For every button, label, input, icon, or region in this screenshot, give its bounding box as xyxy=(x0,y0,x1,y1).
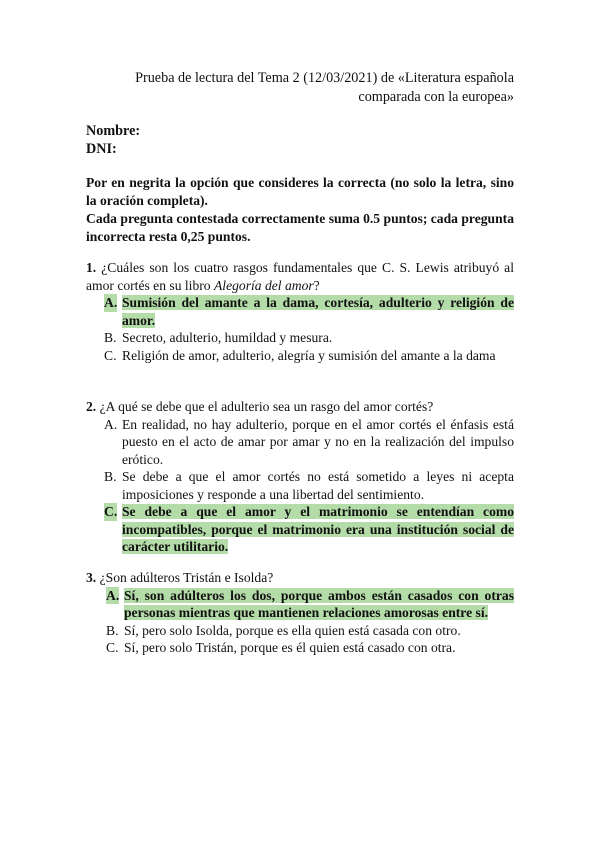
question-1-option-b[interactable] xyxy=(86,329,514,347)
question-number: 1. xyxy=(86,260,97,275)
question-3-options xyxy=(86,587,514,657)
option-letter: B. xyxy=(104,330,117,345)
option-text: En realidad, no hay adulterio, porque en el amor cortés el énfasis está puesto en el acto de amar por amar y no en la realización del impulso erótico. xyxy=(122,416,514,467)
option-letter: A. xyxy=(104,416,118,432)
option-letter: C. xyxy=(104,504,118,519)
option-text: Sí, son adúlteros los dos, porque ambos están casados con otras personas mientras que mantienen relaciones amorosas entre sí. xyxy=(124,587,514,620)
document-header xyxy=(74,69,514,107)
question-2 xyxy=(86,398,514,556)
option-letter: B. xyxy=(104,469,117,484)
option-letter: A. xyxy=(106,587,120,603)
dni-label: DNI: xyxy=(86,141,117,157)
question-number: 3. xyxy=(86,570,97,585)
option-text: Sumisión del amante a la dama, cortesía, adulterio y religión de amor. xyxy=(122,295,514,328)
option-text: Sí, pero solo Tristán, porque es él quien está casado con otra. xyxy=(124,640,456,655)
question-2-body: ¿A qué se debe que el adulterio sea un rasgo del amor cortés? xyxy=(99,399,434,414)
question-2-option-a[interactable] xyxy=(86,416,514,469)
option-text: Secreto, adulterio, humildad y mesura. xyxy=(122,330,333,345)
option-text: Se debe a que el amor cortés no está sometido a leyes ni acepta imposiciones y responde a una libertad del sentimiento. xyxy=(122,469,514,502)
option-letter: C. xyxy=(104,347,117,363)
question-1 xyxy=(86,259,514,364)
question-1-option-a[interactable] xyxy=(86,294,514,329)
question-number: 2. xyxy=(86,399,97,414)
name-label: Nombre: xyxy=(86,123,141,139)
question-1-text-before: ¿Cuáles son los cuatro rasgos fundamentales que C. S. Lewis atribuyó al amor cortés en su libro xyxy=(86,260,514,293)
question-3-text xyxy=(86,569,514,587)
instructions xyxy=(86,174,514,246)
header-title-line1: Prueba de lectura del Tema 2 (12/03/2021) de «Literatura española xyxy=(135,70,514,86)
question-1-text xyxy=(86,259,514,294)
student-fields xyxy=(86,122,140,158)
question-2-text xyxy=(86,398,514,416)
question-3-option-a[interactable] xyxy=(86,587,514,622)
question-2-options xyxy=(86,416,514,556)
question-3-option-c[interactable] xyxy=(86,639,514,657)
question-1-options xyxy=(86,294,514,364)
instruction-line-2: Cada pregunta contestada correctamente suma 0.5 puntos; cada pregunta incorrecta resta 0,25 puntos. xyxy=(86,211,514,244)
question-1-text-after: ? xyxy=(313,277,320,293)
option-text: Sí, pero solo Isolda, porque es ella quien está casada con otro. xyxy=(124,622,461,638)
book-title: Alegoría del amor xyxy=(213,277,314,293)
question-3 xyxy=(86,569,514,657)
question-2-option-c[interactable] xyxy=(86,503,514,556)
instruction-line-1: Por en negrita la opción que consideres la correcta (no solo la letra, sino la oración completa). xyxy=(86,175,514,208)
option-text: Religión de amor, adulterio, alegría y sumisión del amante a la dama xyxy=(122,347,496,363)
option-letter: A. xyxy=(104,295,118,310)
option-letter: C. xyxy=(106,640,119,655)
question-1-option-c[interactable] xyxy=(86,347,514,365)
question-2-option-b[interactable] xyxy=(86,468,514,503)
question-3-body: ¿Son adúlteros Tristán e Isolda? xyxy=(99,570,274,585)
question-3-option-b[interactable] xyxy=(86,622,514,640)
option-text: Se debe a que el amor y el matrimonio se entendían como incompatibles, porque el matrimonio era una institución social de carácter utilitario. xyxy=(122,504,514,554)
header-title-line2: comparada con la europea» xyxy=(358,89,514,105)
option-letter: B. xyxy=(106,622,119,638)
